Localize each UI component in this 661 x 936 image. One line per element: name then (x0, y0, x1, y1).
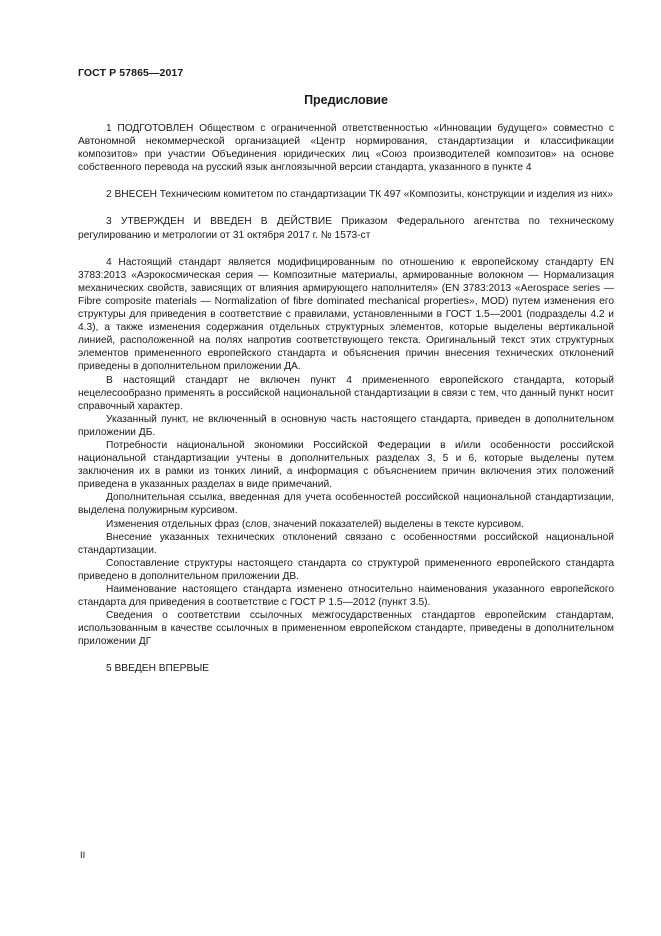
section-3-approved: 3 УТВЕРЖДЕН И ВВЕДЕН В ДЕЙСТВИЕ Приказом Федерального агентства по техническому регулированию и метрологии от 31 октября 2017 г. № 1573-ст (78, 216, 614, 241)
page-title: Предисловие (304, 93, 388, 107)
section-4-paragraph: Сопоставление структуры настоящего стандарта со структурой примененного европейского стандарта приведено в дополнительном приложении ДВ. (78, 557, 614, 582)
section-4-paragraph: Указанный пункт, не включенный в основную часть настоящего стандарта, приведен в дополнительном приложении ДБ. (78, 413, 614, 438)
section-4-paragraph: 4 Настоящий стандарт является модифицированным по отношению к европейскому стандарту EN 3783:2013 «Аэрокосмическая серия — Композитные материалы, армированные волокном — Нормализация механических свойств, зависящих от влияния армирующего наполнителя» (EN 3783:2013 «Aerospace series — Fibre composite materials — Normalization of fibre dominated mechanical properties», MOD) путем изменения его структуры для приведения в соответствие с правилами, установленными в ГОСТ 1.5—2001 (подразделы 4.2 и 4.3), а также изменения содержания отдельных структурных элементов, которые выделены вертикальной линией, расположенной на полях напротив соответствующего текста. Оригинальный текст этих структурных элементов примененного европейского стандарта и объяснения причин внесения технических отклонений приведены в дополнительном приложении ДА. (78, 256, 614, 373)
section-4-paragraph: В настоящий стандарт не включен пункт 4 примененного европейского стандарта, который нецелесообразно применять в российской национальной стандартизации в связи с тем, что данный пункт носит справочный характер. (78, 374, 614, 412)
section-4-paragraph: Наименование настоящего стандарта изменено относительно наименования указанного европейского стандарта для приведения в соответствие с ГОСТ Р 1.5—2012 (пункт 3.5). (78, 584, 614, 609)
standard-code-header: ГОСТ Р 57865—2017 (78, 67, 184, 79)
section-4-paragraph: Внесение указанных технических отклонений связано с особенностями российской национальной стандартизации. (78, 531, 614, 556)
section-4-paragraph: Сведения о соответствии ссылочных межгосударственных стандартов европейским стандартам, использованным в качестве ссылочных в примененном европейском стандарте, приведены в дополнительном приложении ДГ (78, 610, 614, 648)
section-4-paragraph: Потребности национальной экономики Российской Федерации в и/или особенности российской национальной стандартизации учтены в дополнительных разделах 3, 5 и 6, которые выделены путем заключения их в рамки из тонких линий, а информация с объяснением причин включения этих положений приведена в указанных разделах в виде примечаний. (78, 439, 614, 491)
section-1-prepared: 1 ПОДГОТОВЛЕН Обществом с ограниченной ответственностью «Инновации будущего» совместно с Автономной некоммерческой организацией «Центр нормирования, стандартизации и классификации композитов» при участии Объединения юридических лиц «Союз производителей композитов» на основе собственного перевода на русский язык англоязычной версии стандарта, указанного в пункте 4 (78, 123, 614, 174)
section-4-paragraph: Изменения отдельных фраз (слов, значений показателей) выделены в тексте курсивом. (106, 518, 525, 530)
section-4-paragraph: Дополнительная ссылка, введенная для учета особенностей российской национальной стандартизации, выделена полужирным курсивом. (78, 492, 614, 517)
page-number: II (80, 850, 86, 861)
section-5-first-introduced: 5 ВВЕДЕН ВПЕРВЫЕ (106, 663, 210, 675)
foreword-body (78, 122, 614, 676)
section-2-introduced: 2 ВНЕСЕН Техническим комитетом по стандартизации ТК 497 «Композиты, конструкции и изделия из них» (106, 189, 614, 201)
